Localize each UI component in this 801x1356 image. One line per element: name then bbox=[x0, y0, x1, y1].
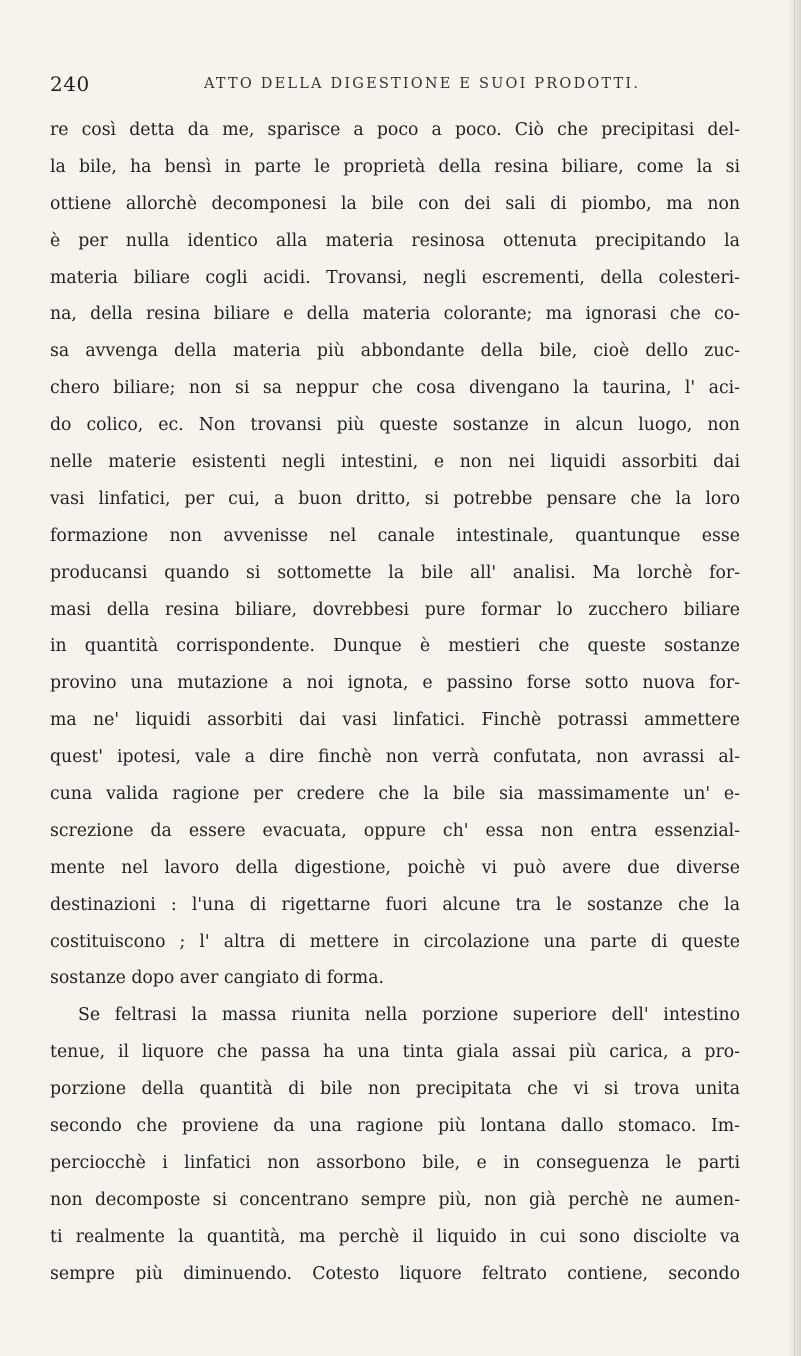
text-line: sostanze dopo aver cangiato di forma. bbox=[50, 968, 384, 989]
paragraph-1 bbox=[50, 112, 740, 997]
text-line: do colico, ec. Non trovansi più queste sostanze in alcun luogo, non bbox=[50, 415, 740, 436]
text-line: sempre più diminuendo. Cotesto liquore feltrato contiene, secondo bbox=[50, 1263, 740, 1284]
text-line: Se feltrasi la massa riunita nella porzione superiore dell' intestino bbox=[78, 1005, 740, 1026]
text-line: destinazioni : l'una di rigettarne fuori alcune tra le sostanze che la bbox=[50, 894, 740, 915]
paragraph-2 bbox=[50, 997, 740, 1292]
text-line: re così detta da me, sparisce a poco a poco. Ciò che precipitasi del- bbox=[50, 120, 740, 140]
page-number: 240 bbox=[50, 72, 90, 96]
text-line: screzione da essere evacuata, oppure ch' essa non entra essenzial- bbox=[50, 820, 740, 841]
text-line: ti realmente la quantità, ma perchè il liquido in cui sono disciolte va bbox=[50, 1226, 740, 1247]
text-line: chero biliare; non si sa neppur che cosa divengano la taurina, l' aci- bbox=[50, 378, 740, 399]
text-line: tenue, il liquore che passa ha una tinta giala assai più carica, a pro- bbox=[50, 1042, 740, 1063]
text-line: la bile, ha bensì in parte le proprietà della resina biliare, come la si bbox=[50, 156, 740, 177]
text-line: non decomposte si concentrano sempre più, non già perchè ne aumen- bbox=[50, 1189, 740, 1210]
text-line: materia biliare cogli acidi. Trovansi, negli escrementi, della colesteri- bbox=[50, 267, 740, 288]
page-header bbox=[50, 72, 750, 102]
text-line: nelle materie esistenti negli intestini, e non nei liquidi assorbiti dai bbox=[50, 452, 740, 473]
text-line: quest' ipotesi, vale a dire finchè non verrà confutata, non avrassi al- bbox=[50, 747, 740, 768]
running-head: ATTO DELLA DIGESTIONE E SUOI PRODOTTI. bbox=[204, 76, 641, 92]
page-edge-line bbox=[794, 0, 795, 1356]
text-line: costituiscono ; l' altra di mettere in circolazione una parte di queste bbox=[50, 931, 740, 952]
text-line: secondo che proviene da una ragione più lontana dallo stomaco. Im- bbox=[50, 1116, 740, 1137]
text-line: vasi linfatici, per cui, a buon dritto, si potrebbe pensare che la loro bbox=[50, 488, 740, 509]
text-line: cuna valida ragione per credere che la bile sia massimamente un' e- bbox=[50, 784, 740, 805]
text-line: provino una mutazione a noi ignota, e passino forse sotto nuova for- bbox=[50, 673, 740, 694]
text-line: formazione non avvenisse nel canale intestinale, quantunque esse bbox=[50, 525, 740, 546]
text-line: producansi quando si sottomette la bile all' analisi. Ma lorchè for- bbox=[50, 562, 740, 583]
text-line: mente nel lavoro della digestione, poichè vi può avere due diverse bbox=[50, 857, 740, 878]
text-line: masi della resina biliare, dovrebbesi pure formar lo zucchero biliare bbox=[50, 599, 740, 620]
text-line: perciocchè i linfatici non assorbono bile, e in conseguenza le parti bbox=[50, 1152, 740, 1173]
text-line: na, della resina biliare e della materia colorante; ma ignorasi che co- bbox=[50, 304, 740, 325]
text-line: ottiene allorchè decomponesi la bile con dei sali di piombo, ma non bbox=[50, 193, 740, 214]
text-line: porzione della quantità di bile non precipitata che vi si trova unita bbox=[50, 1079, 740, 1100]
text-line: in quantità corrispondente. Dunque è mestieri che queste sostanze bbox=[50, 636, 740, 657]
body-text bbox=[50, 112, 740, 1293]
text-line: è per nulla identico alla materia resinosa ottenuta precipitando la bbox=[50, 230, 740, 251]
text-line: sa avvenga della materia più abbondante della bile, cioè dello zuc- bbox=[50, 341, 740, 362]
text-line: ma ne' liquidi assorbiti dai vasi linfatici. Finchè potrassi ammettere bbox=[50, 710, 740, 731]
